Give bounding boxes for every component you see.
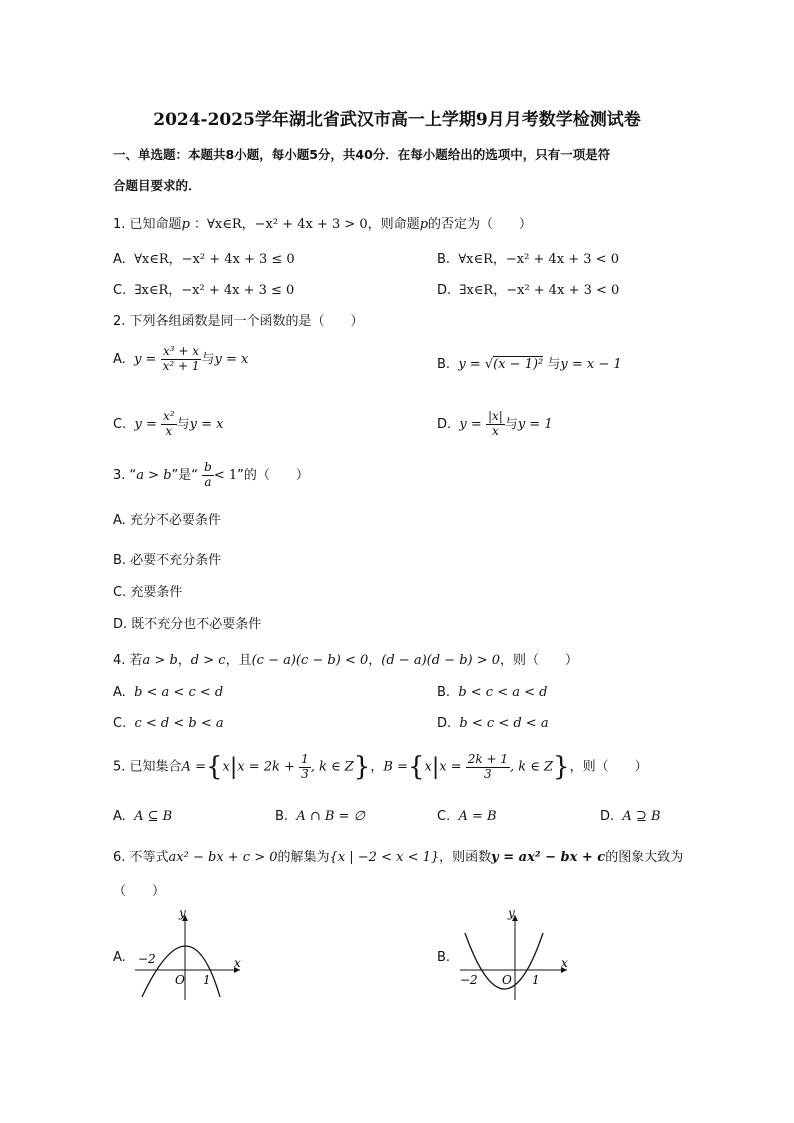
- q4-option-a: A. b < a < c < d: [113, 685, 224, 700]
- q4-option-d: D. b < c < d < a: [437, 716, 549, 731]
- origin-label: O: [502, 973, 512, 987]
- q4-option-c: C. c < d < b < a: [113, 716, 224, 731]
- q3-option-d: D. 既不充分也不必要条件: [113, 617, 262, 632]
- q2-option-b: B. y = √(x − 1)² 与y = x − 1: [437, 357, 622, 372]
- q6-graph-a: [130, 905, 250, 1005]
- q1-option-c: C. ∃x∈R，−x² + 4x + 3 ≤ 0: [113, 283, 295, 298]
- q6-option-b-label: B.: [437, 950, 451, 965]
- q5-option-d: D. A ⊇ B: [600, 809, 661, 824]
- q6-option-a-label: A.: [113, 950, 126, 965]
- page-title: 2024-2025学年湖北省武汉市高一上学期9月月考数学检测试卷: [153, 110, 641, 130]
- root-neg2-label: −2: [460, 973, 478, 987]
- question-1-stem: 1. 已知命题p ：∀x∈R，−x² + 4x + 3 > 0，则命题p的否定为（ ）: [113, 217, 533, 232]
- q3-option-b: B. 必要不充分条件: [113, 553, 222, 568]
- root-neg2-label: −2: [138, 952, 156, 966]
- q6-graph-b: [455, 905, 575, 1005]
- q3-option-c: C. 充要条件: [113, 585, 183, 600]
- y-label: y: [508, 906, 515, 920]
- question-4-stem: 4. 若a > b，d > c，且(c − a)(c − b) < 0，(d − a)(d − b) > 0，则（ ）: [113, 653, 579, 668]
- q5-option-a: A. A ⊆ B: [113, 809, 173, 824]
- root-1-label: 1: [532, 973, 540, 987]
- origin-label: O: [175, 973, 185, 987]
- question-6-answer-paren: （ ）: [113, 884, 166, 899]
- x-label: x: [561, 956, 568, 970]
- q5-option-b: B. A ∩ B = ∅: [275, 809, 365, 824]
- section-heading-line2: 合题目要求的．: [113, 178, 201, 193]
- q1-proposition: ∀x∈R，−x² + 4x + 3 > 0: [207, 217, 368, 232]
- question-5-stem: 5. 已知集合A ={x|x = 2k + $\frac{1}{3}$ , k ∈ Z}，B ={x|x = $\frac{2k + 1}{3}$ , k ∈ Z}，则（ ）: [113, 751, 648, 782]
- q1-option-a: A. ∀x∈R，−x² + 4x + 3 ≤ 0: [113, 252, 295, 267]
- question-2-stem: 2. 下列各组函数是同一个函数的是（ ）: [113, 314, 364, 329]
- q2-option-c: C. y = $\frac{\text{x²}}{x}$ 与y = x: [113, 409, 224, 438]
- question-3-stem: 3. “a > b”是“ $\frac{b}{a}$ < 1”的（ ）: [113, 460, 309, 489]
- section-heading-line1: 一、单选题：本题共8小题，每小题5分，共40分．在每小题给出的选项中，只有一项是符: [113, 147, 611, 162]
- q3-option-a: A. 充分不必要条件: [113, 513, 221, 528]
- q2-option-a: A. y = $\frac{\text{x³ + x}}{\text{x² + 1}}$ 与y = x: [113, 344, 249, 373]
- q2-option-d: D. y = $\frac{|x|}{x}$ 与y = 1: [437, 409, 553, 438]
- q1-option-d: D. ∃x∈R，−x² + 4x + 3 < 0: [437, 283, 620, 298]
- x-label: x: [234, 956, 241, 970]
- q4-option-b: B. b < c < a < d: [437, 685, 548, 700]
- q5-option-c: C. A = B: [437, 809, 497, 824]
- question-6-stem: 6. 不等式ax² − bx + c > 0的解集为{x | −2 < x < 1}，则函数y = ax² − bx + c的图象大致为: [113, 850, 684, 865]
- root-1-label: 1: [203, 973, 211, 987]
- q1-option-b: B. ∀x∈R，−x² + 4x + 3 < 0: [437, 252, 619, 267]
- y-label: y: [179, 906, 186, 920]
